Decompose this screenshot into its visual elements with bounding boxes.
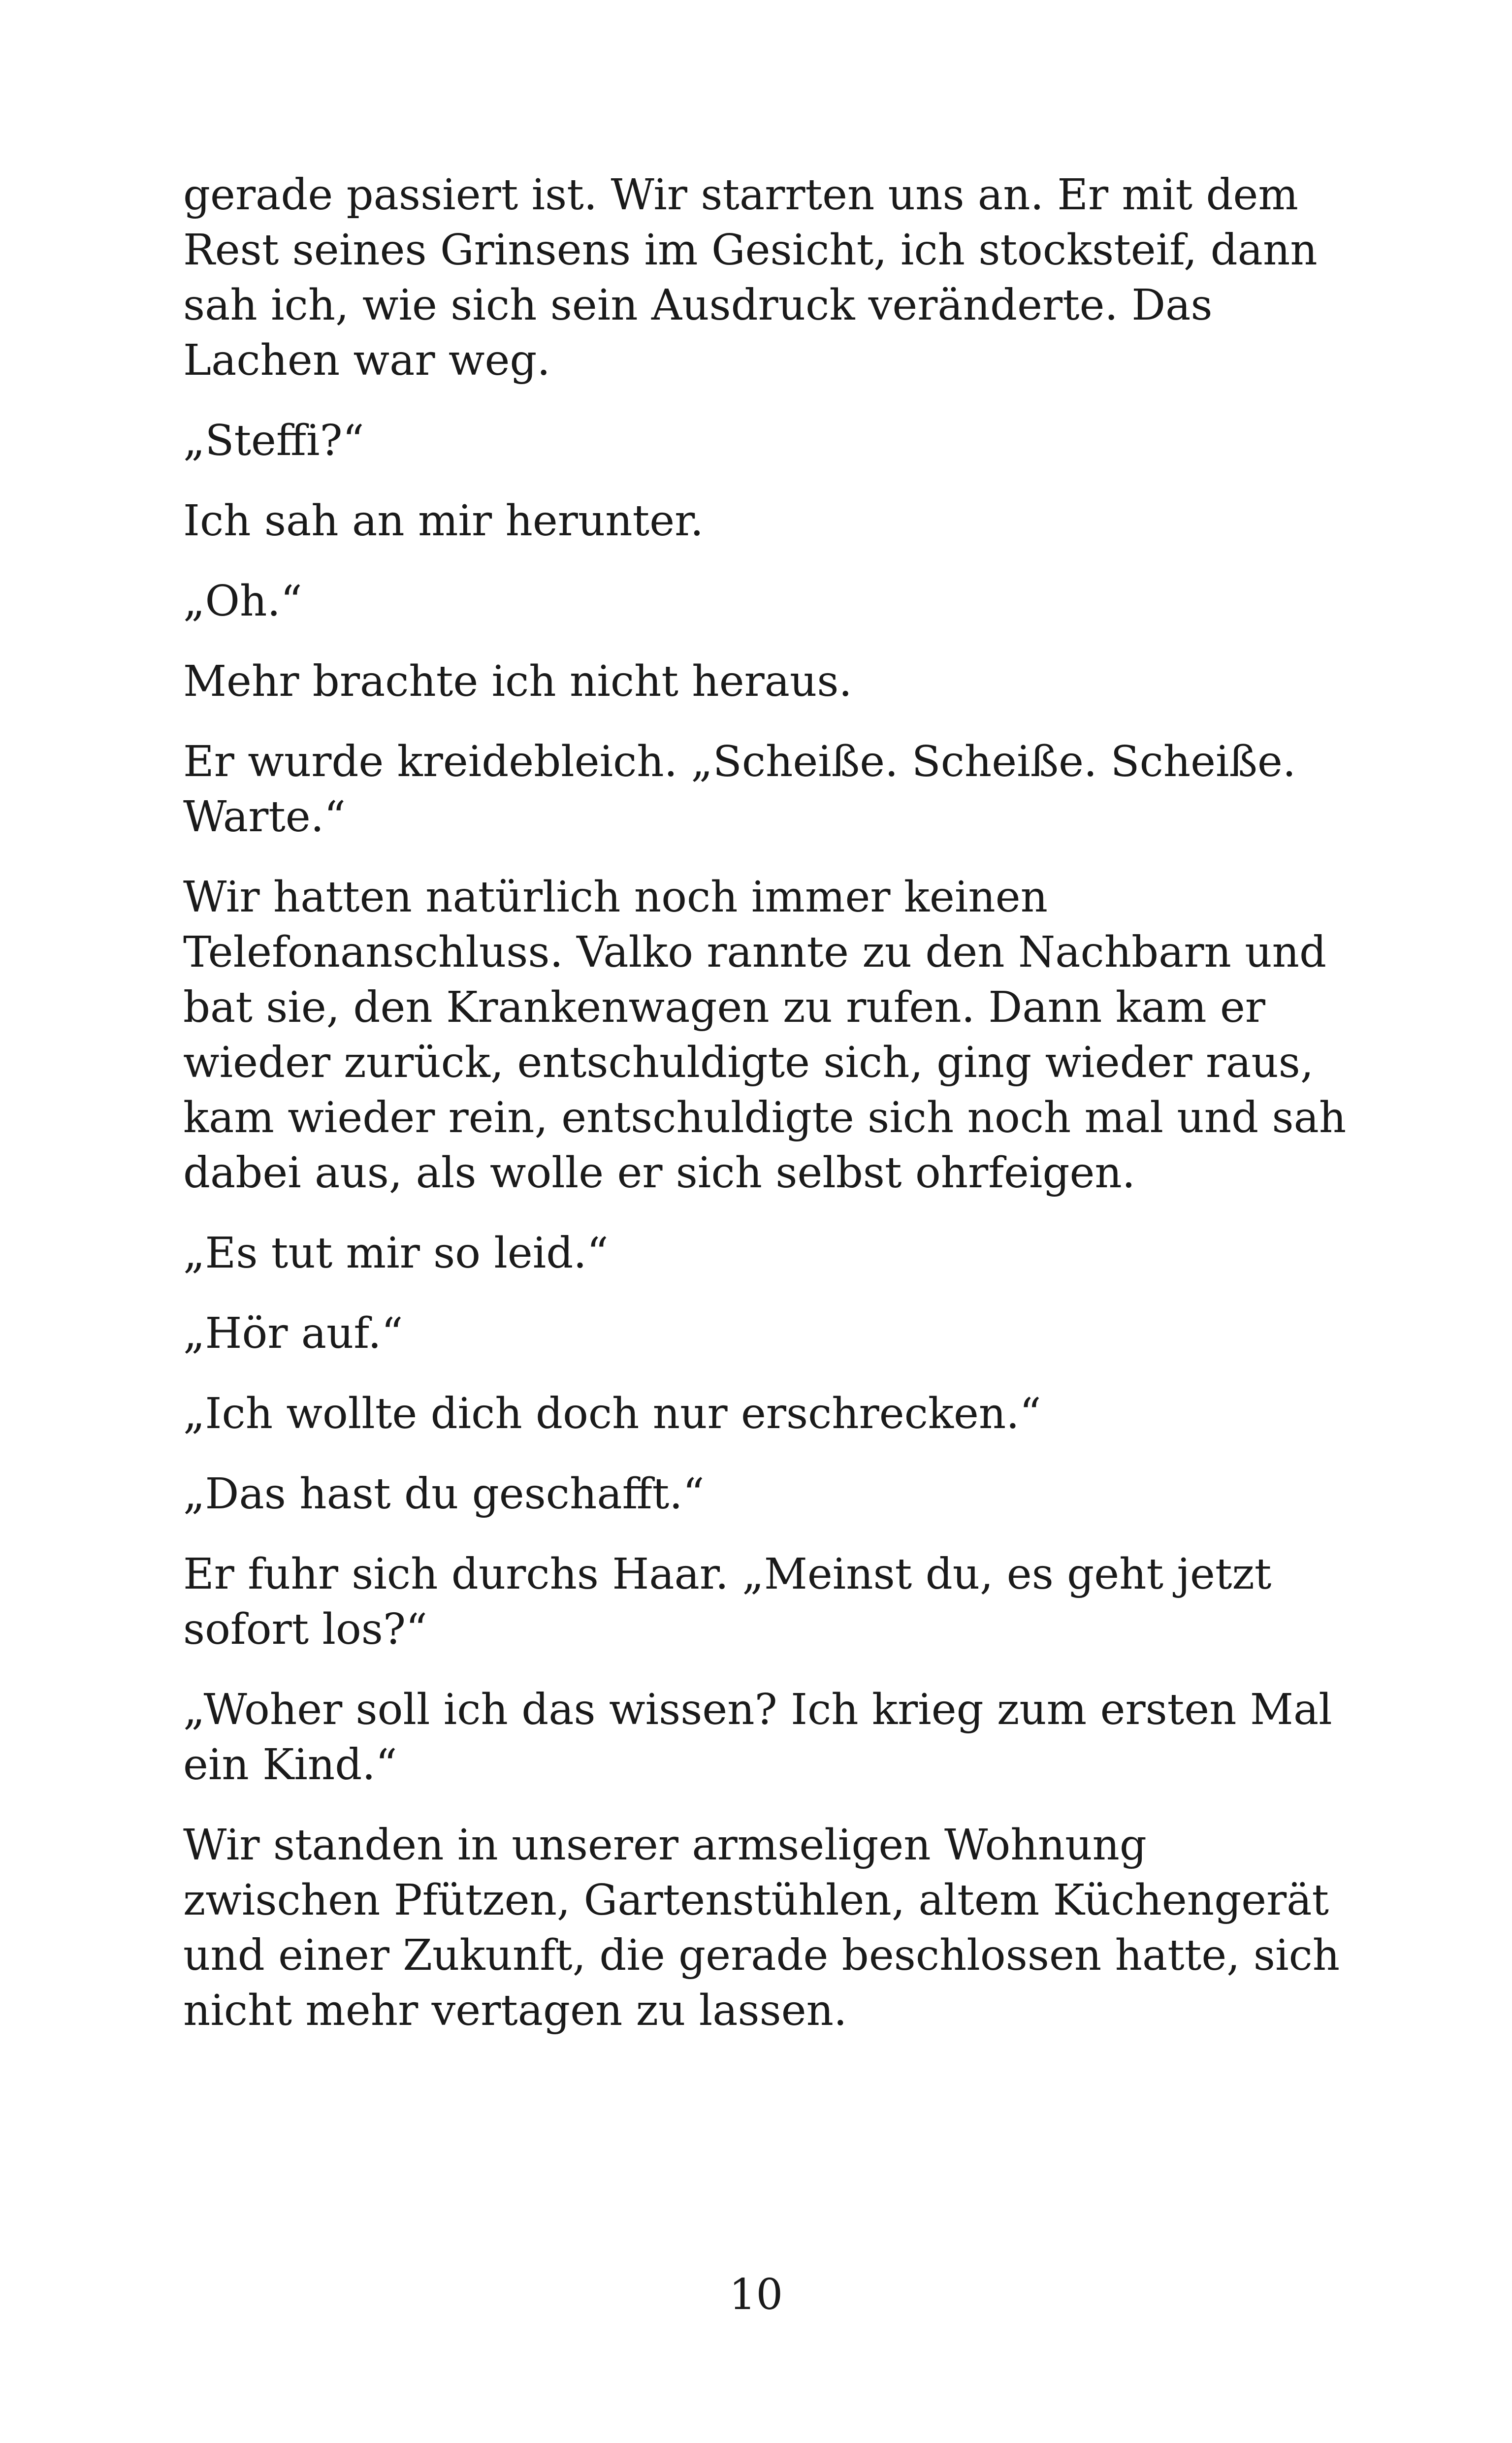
paragraph: „Oh.“ <box>183 577 302 626</box>
paragraph: Wir hatten natürlich noch immer keinen Telefonanschluss. Valko rannte zu den Nachbarn und bat sie, den Krankenwagen zu rufen. Dann kam er wieder zurück, entschuldigte sich, ging wieder raus, kam wieder rein, entschuldigte sich noch mal und sah dabei aus, als wolle er sich selbst ohrfeigen. <box>183 873 1347 1198</box>
paragraph: „Woher soll ich das wissen? Ich krieg zum ersten Mal ein Kind.“ <box>183 1685 1332 1790</box>
paragraph: Mehr brachte ich nicht heraus. <box>183 657 852 706</box>
paragraph: gerade passiert ist. Wir starrten uns an. Er mit dem Rest seines Grinsens im Gesicht, ich stocksteif, dann sah ich, wie sich sein Ausdruck veränderte. Das Lachen war weg. <box>183 170 1318 385</box>
paragraph: Er fuhr sich durchs Haar. „Meinst du, es geht jetzt sofort los?“ <box>183 1550 1272 1654</box>
paragraph: „Hör auf.“ <box>183 1309 403 1358</box>
paragraph: Er wurde kreidebleich. „Scheiße. Scheiße. Scheiße. Warte.“ <box>183 737 1296 842</box>
paragraph: Ich sah an mir herunter. <box>183 496 704 546</box>
paragraph: Wir standen in unserer armseligen Wohnung zwischen Pfützen, Gartenstühlen, altem Küchengerät und einer Zukunft, die gerade beschlossen hatte, sich nicht mehr vertagen zu lassen. <box>183 1821 1340 2035</box>
paragraph: „Ich wollte dich doch nur erschrecken.“ <box>183 1389 1041 1438</box>
page-number: 10 <box>729 2270 783 2319</box>
paragraph: „Das hast du geschafft.“ <box>183 1469 705 1519</box>
paragraph: „Steffi?“ <box>183 416 364 465</box>
body-text <box>183 167 1355 2063</box>
paragraph: „Es tut mir so leid.“ <box>183 1229 609 1278</box>
